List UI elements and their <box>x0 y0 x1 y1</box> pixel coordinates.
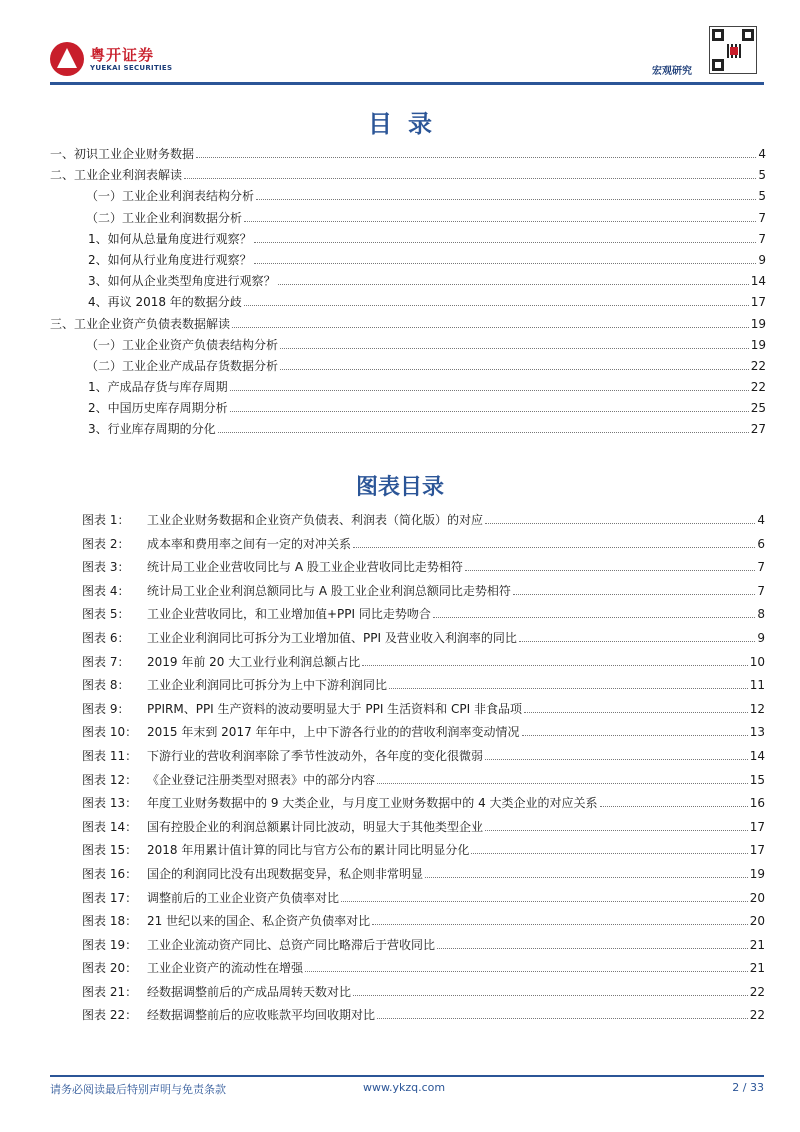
figure-entry-label: 图表 5： <box>82 607 130 622</box>
toc-entry[interactable] <box>50 272 766 293</box>
figure-list <box>82 511 765 1030</box>
toc-entry-title: 三、工业企业资产负债表数据解读 <box>50 316 231 331</box>
figure-entry-label: 图表 6： <box>82 630 130 645</box>
toc-entry-title: （二）工业企业产成品存货数据分析 <box>86 358 279 373</box>
figure-entry[interactable] <box>82 865 765 889</box>
toc-leader-dots <box>230 411 749 412</box>
figure-entry-label: 图表 20： <box>82 961 138 976</box>
figure-entry-page: 10 <box>749 654 765 669</box>
figure-entry[interactable] <box>82 653 765 677</box>
figure-entry-label: 图表 10： <box>82 725 138 740</box>
figure-entry-title: 调整前后的工业企业资产负债率对比 <box>147 890 340 905</box>
figure-entry-title: 工业企业利润同比可拆分为上中下游利润同比 <box>147 678 388 693</box>
figure-entry-title: 年度工业财务数据中的 9 大类企业，与月度工业财务数据中的 4 大类企业的对应关系 <box>147 796 598 811</box>
figure-entry-label: 图表 18： <box>82 914 138 929</box>
figure-leader-dots <box>471 853 747 854</box>
figure-entry-label: 图表 12： <box>82 772 138 787</box>
toc-entry-page: 5 <box>758 168 766 183</box>
figure-entry[interactable] <box>82 771 765 795</box>
figure-entry-page: 16 <box>749 796 765 811</box>
toc-entry-title: 2、如何从行业角度进行观察？ <box>88 252 252 267</box>
figure-leader-dots <box>524 712 748 713</box>
figure-entry[interactable] <box>82 912 765 936</box>
figure-entry-title: 工业企业资产的流动性在增强 <box>147 961 304 976</box>
figure-entry-page: 11 <box>749 678 765 693</box>
toc-entry-title: 3、行业库存周期的分化 <box>88 422 216 437</box>
figure-entry[interactable] <box>82 558 765 582</box>
figure-entry-page: 15 <box>749 772 765 787</box>
figure-entry[interactable] <box>82 582 765 606</box>
figure-entry-label: 图表 21： <box>82 984 138 999</box>
logo-english-name: YUEKAI SECURITIES <box>90 64 173 72</box>
figure-entry-label: 图表 7： <box>82 654 130 669</box>
figure-entry-title: 工业企业财务数据和企业资产负债表、利润表（简化版）的对应 <box>147 513 484 527</box>
toc-entry-title: 2、中国历史库存周期分析 <box>88 401 228 416</box>
toc-leader-dots <box>184 178 756 179</box>
toc-entry-page: 22 <box>750 358 766 373</box>
figure-entry[interactable] <box>82 535 765 559</box>
toc-leader-dots <box>218 432 749 433</box>
figure-entry-page: 8 <box>757 607 765 622</box>
toc-entry-page: 19 <box>750 316 766 331</box>
figure-entry-label: 图表 8： <box>82 678 130 693</box>
page-number: 2 / 33 <box>732 1081 764 1094</box>
figure-leader-dots <box>377 1018 748 1019</box>
figure-entry-title: 2015 年末到 2017 年年中，上中下游各行业的的营收利润率变动情况 <box>147 725 520 740</box>
toc-entry[interactable] <box>50 357 766 378</box>
toc-entry-page: 9 <box>758 252 766 267</box>
footer-divider <box>50 1075 764 1077</box>
qr-code-icon <box>709 26 757 74</box>
logo-name: 粤开证券 <box>90 46 155 64</box>
toc-entry-page: 5 <box>758 189 766 204</box>
toc-entry[interactable] <box>50 251 766 272</box>
toc-entry[interactable] <box>50 166 766 187</box>
figure-entry-title: 工业企业营收同比，和工业增加值+PPI 同比走势吻合 <box>147 607 431 622</box>
page-header <box>0 0 800 90</box>
toc-entry-page: 14 <box>750 274 766 289</box>
logo-mark-icon <box>50 42 84 76</box>
toc-leader-dots <box>280 369 749 370</box>
toc-entry[interactable] <box>50 399 766 420</box>
toc-leader-dots <box>230 390 749 391</box>
figure-leader-dots <box>522 735 748 736</box>
toc-title: 目录 <box>368 110 448 138</box>
toc-entry-page: 7 <box>758 210 766 225</box>
figure-entry-page: 17 <box>749 819 765 834</box>
figure-leader-dots <box>519 641 756 642</box>
figure-entry-page: 22 <box>749 984 765 999</box>
figure-entry[interactable] <box>82 723 765 747</box>
figure-entry[interactable] <box>82 818 765 842</box>
figure-entry-title: 《企业登记注册类型对照表》中的部分内容 <box>147 772 376 787</box>
figure-leader-dots <box>513 594 756 595</box>
figure-entry-label: 图表 17： <box>82 890 138 905</box>
toc-leader-dots <box>232 327 749 328</box>
figure-entry-page: 20 <box>749 914 765 929</box>
figure-leader-dots <box>353 995 748 996</box>
figure-leader-dots <box>305 971 748 972</box>
toc-entry-title: （一）工业企业资产负债表结构分析 <box>86 337 279 352</box>
figure-leader-dots <box>433 617 755 618</box>
toc-entry-page: 17 <box>750 295 766 310</box>
figure-leader-dots <box>362 665 747 666</box>
figure-entry-page: 4 <box>757 513 765 527</box>
figure-entry[interactable] <box>82 605 765 629</box>
company-logo <box>50 42 190 78</box>
figure-entry-page: 14 <box>749 748 765 763</box>
figure-entry-title: PPIRM、PPI 生产资料的波动要明显大于 PPI 生活资料和 CPI 非食品项 <box>147 701 522 716</box>
figure-entry-page: 17 <box>749 843 765 858</box>
figure-entry-page: 19 <box>749 866 765 881</box>
figure-entry-title: 成本率和费用率之间有一定的对冲关系 <box>147 536 352 551</box>
toc-entry-page: 4 <box>758 147 766 161</box>
figure-leader-dots <box>425 877 748 878</box>
toc-entry-page: 22 <box>750 380 766 395</box>
toc-leader-dots <box>196 157 756 158</box>
figure-leader-dots <box>485 523 755 524</box>
figure-leader-dots <box>485 830 748 831</box>
figure-entry-label: 图表 19： <box>82 937 138 952</box>
toc-leader-dots <box>280 348 749 349</box>
toc-leader-dots <box>254 242 757 243</box>
figure-list-title: 图表目录 <box>355 475 444 500</box>
figure-entry[interactable] <box>82 1006 765 1030</box>
figure-leader-dots <box>377 783 748 784</box>
figure-leader-dots <box>372 924 748 925</box>
figure-leader-dots <box>437 948 748 949</box>
figure-leader-dots <box>389 688 748 689</box>
figure-leader-dots <box>485 759 748 760</box>
figure-entry-label: 图表 11： <box>82 748 138 763</box>
toc-entry[interactable] <box>50 209 766 230</box>
figure-leader-dots <box>341 901 748 902</box>
figure-entry[interactable] <box>82 936 765 960</box>
figure-entry-title: 2018 年用累计值计算的同比与官方公布的累计同比明显分化 <box>147 843 470 858</box>
toc-leader-dots <box>244 305 749 306</box>
figure-entry-title: 国有控股企业的利润总额累计同比波动，明显大于其他类型企业 <box>147 819 484 834</box>
figure-entry-label: 图表 14： <box>82 819 138 834</box>
figure-entry-page: 7 <box>757 583 765 598</box>
figure-entry[interactable] <box>82 841 765 865</box>
figure-entry[interactable] <box>82 676 765 700</box>
figure-entry-label: 图表 15： <box>82 843 138 858</box>
toc-entry[interactable] <box>50 378 766 399</box>
toc-entry-title: 4、再议 2018 年的数据分歧 <box>88 295 242 310</box>
figure-entry-label: 图表 16： <box>82 866 138 881</box>
figure-entry-title: 统计局工业企业利润总额同比与 A 股工业企业利润总额同比走势相符 <box>147 583 511 598</box>
figure-entry-title: 2019 年前 20 大工业行业利润总额占比 <box>147 654 361 669</box>
toc-leader-dots <box>256 199 756 200</box>
toc-entry-page: 27 <box>750 422 766 437</box>
figure-leader-dots <box>353 547 755 548</box>
figure-entry-page: 21 <box>749 961 765 976</box>
toc-entry[interactable] <box>50 187 766 208</box>
figure-entry-label: 图表 22： <box>82 1008 138 1023</box>
header-divider <box>50 82 764 85</box>
figure-entry[interactable] <box>82 747 765 771</box>
table-of-contents <box>50 145 766 442</box>
figure-entry-page: 13 <box>749 725 765 740</box>
figure-entry-title: 21 世纪以来的国企、私企资产负债率对比 <box>147 914 371 929</box>
figure-entry-page: 12 <box>749 701 765 716</box>
figure-entry-label: 图表 1： <box>82 513 130 527</box>
figure-entry-title: 统计局工业企业营收同比与 A 股工业企业营收同比走势相符 <box>147 560 463 575</box>
figure-entry-label: 图表 4： <box>82 583 130 598</box>
figure-entry[interactable] <box>82 700 765 724</box>
figure-entry-label: 图表 9： <box>82 701 130 716</box>
toc-entry-page: 7 <box>758 231 766 246</box>
toc-entry[interactable] <box>50 420 766 441</box>
toc-entry[interactable] <box>50 230 766 251</box>
figure-entry-page: 6 <box>757 536 765 551</box>
figure-entry[interactable] <box>82 889 765 913</box>
toc-entry-title: （二）工业企业利润数据分析 <box>86 210 243 225</box>
toc-entry-title: 1、产成品存货与库存周期 <box>88 380 228 395</box>
figure-entry-page: 9 <box>757 630 765 645</box>
toc-entry[interactable] <box>50 315 766 336</box>
toc-entry[interactable] <box>50 145 766 166</box>
toc-entry[interactable] <box>50 293 766 314</box>
figure-leader-dots <box>465 570 756 571</box>
figure-entry-title: 工业企业流动资产同比、总资产同比略滞后于营收同比 <box>147 937 436 952</box>
figure-entry-label: 图表 2： <box>82 536 130 551</box>
disclaimer-link[interactable]: 请务必阅读最后特别声明与免责条款 <box>50 1083 226 1096</box>
toc-leader-dots <box>278 284 749 285</box>
toc-leader-dots <box>254 263 757 264</box>
figure-entry-title: 国企的利润同比没有出现数据变异，私企则非常明显 <box>147 866 424 881</box>
figure-entry[interactable] <box>82 629 765 653</box>
figure-entry[interactable] <box>82 511 765 535</box>
figure-entry-title: 经数据调整前后的应收账款平均回收期对比 <box>147 1008 376 1023</box>
toc-entry[interactable] <box>50 336 766 357</box>
toc-entry-title: 3、如何从企业类型角度进行观察？ <box>88 274 276 289</box>
figure-entry-page: 21 <box>749 937 765 952</box>
figure-entry-title: 工业企业利润同比可拆分为工业增加值、PPI 及营业收入利润率的同比 <box>147 630 517 645</box>
figure-entry-page: 7 <box>757 560 765 575</box>
toc-entry-title: 一、初识工业企业财务数据 <box>50 147 195 161</box>
figure-entry-page: 22 <box>749 1008 765 1023</box>
figure-entry[interactable] <box>82 983 765 1007</box>
figure-leader-dots <box>600 806 748 807</box>
figure-entry[interactable] <box>82 794 765 818</box>
figure-entry[interactable] <box>82 959 765 983</box>
department-label: 宏观研究 <box>652 66 692 77</box>
website-link[interactable]: www.ykzq.com <box>363 1081 446 1094</box>
figure-entry-title: 下游行业的营收利润率除了季节性波动外，各年度的变化很微弱 <box>147 748 484 763</box>
toc-entry-title: 1、如何从总量角度进行观察？ <box>88 231 252 246</box>
figure-entry-label: 图表 13： <box>82 796 138 811</box>
toc-entry-page: 19 <box>750 337 766 352</box>
toc-entry-title: 二、工业企业利润表解读 <box>50 168 183 183</box>
figure-entry-page: 20 <box>749 890 765 905</box>
toc-entry-page: 25 <box>750 401 766 416</box>
toc-entry-title: （一）工业企业利润表结构分析 <box>86 189 255 204</box>
figure-entry-title: 经数据调整前后的产成品周转天数对比 <box>147 984 352 999</box>
figure-entry-label: 图表 3： <box>82 560 130 575</box>
toc-leader-dots <box>244 221 756 222</box>
